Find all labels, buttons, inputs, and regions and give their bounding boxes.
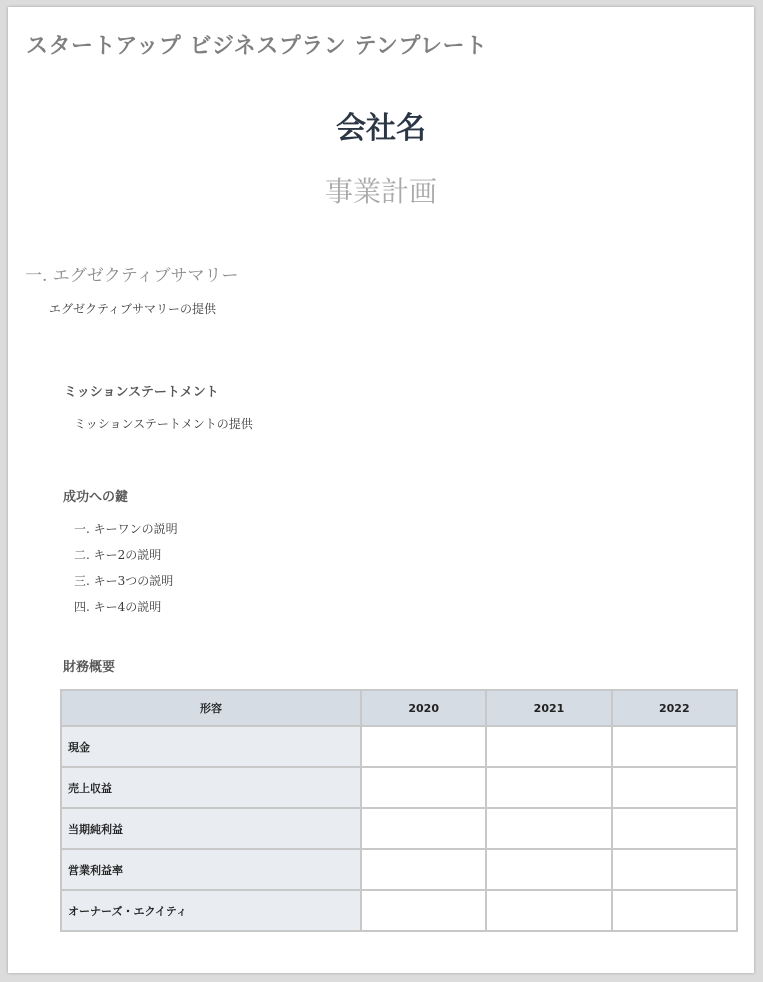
- template-title: スタートアップ ビジネスプラン テンプレート: [26, 34, 488, 59]
- table-cell[interactable]: [612, 726, 737, 767]
- executive-summary-heading: 一. エグゼクティブサマリー: [25, 266, 239, 286]
- column-header-description: 形容: [61, 690, 361, 726]
- financial-summary-table: [60, 689, 738, 932]
- table-cell[interactable]: [486, 808, 611, 849]
- executive-summary-body: エグゼクティブサマリーの提供: [49, 302, 217, 316]
- business-plan-title: 事業計画: [324, 175, 437, 208]
- table-cell[interactable]: [486, 726, 611, 767]
- financial-summary-heading: 財務概要: [63, 660, 116, 675]
- table-row: [61, 849, 737, 890]
- mission-statement-body: ミッションステートメントの提供: [74, 417, 253, 431]
- row-label-operating-margin: 営業利益率: [61, 849, 361, 890]
- column-header-2020: 2020: [361, 690, 486, 726]
- row-label-cash: 現金: [61, 726, 361, 767]
- key-item-3: 三. キー3つの説明: [74, 574, 174, 588]
- row-label-owners-equity: オーナーズ・エクイティ: [61, 890, 361, 931]
- table-cell[interactable]: [361, 808, 486, 849]
- table-cell[interactable]: [612, 767, 737, 808]
- table-cell[interactable]: [361, 767, 486, 808]
- keys-to-success-heading: 成功への鍵: [63, 490, 129, 505]
- company-name: 会社名: [336, 111, 426, 146]
- table-cell[interactable]: [612, 849, 737, 890]
- table-cell[interactable]: [486, 890, 611, 931]
- column-header-2022: 2022: [612, 690, 737, 726]
- table-row: [61, 767, 737, 808]
- table-cell[interactable]: [486, 849, 611, 890]
- row-label-sales-revenue: 売上収益: [61, 767, 361, 808]
- table-cell[interactable]: [612, 808, 737, 849]
- document-page: [8, 7, 754, 973]
- table-row: [61, 890, 737, 931]
- table-cell[interactable]: [361, 849, 486, 890]
- table-header-row: [61, 690, 737, 726]
- table-row: [61, 726, 737, 767]
- table-cell[interactable]: [612, 890, 737, 931]
- key-item-4: 四. キー4の説明: [74, 600, 162, 614]
- row-label-net-income: 当期純利益: [61, 808, 361, 849]
- key-item-2: 二. キー2の説明: [74, 548, 162, 562]
- table-cell[interactable]: [486, 767, 611, 808]
- key-item-1: 一. キーワンの説明: [74, 522, 178, 536]
- table-cell[interactable]: [361, 890, 486, 931]
- mission-statement-heading: ミッションステートメント: [64, 385, 219, 400]
- table-cell[interactable]: [361, 726, 486, 767]
- column-header-2021: 2021: [486, 690, 611, 726]
- table-row: [61, 808, 737, 849]
